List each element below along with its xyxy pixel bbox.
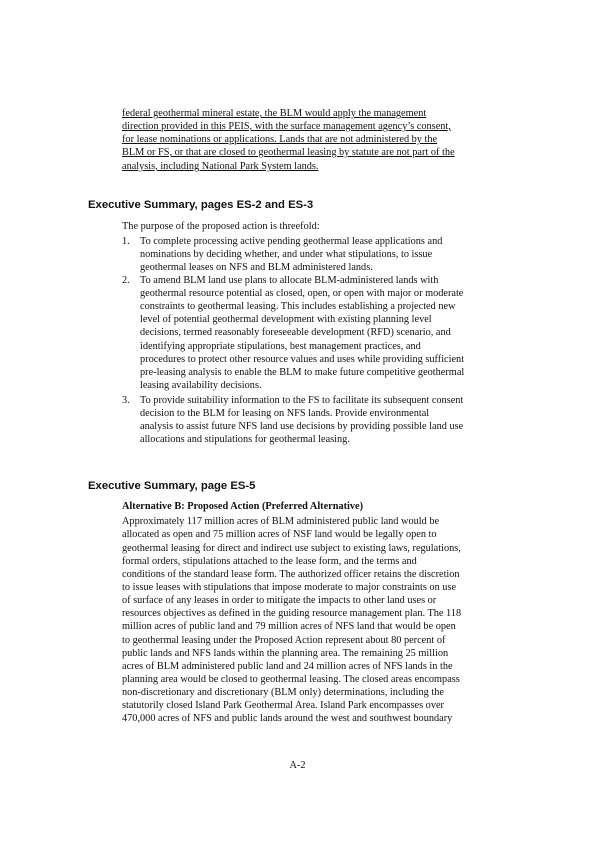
list-line: geothermal resource potential as closed, open, or open with major or moderate [140,288,464,299]
list-line: constraints to geothermal leasing. This includes establishing a projected new [140,301,456,312]
list-line: pre-leasing analysis to enable the BLM to make future competitive geothermal [140,367,465,378]
body-line: of surface of any leases in order to mitigate the impacts to other land uses or [122,595,437,606]
body-line: planning area would be closed to geothermal leasing. The closed areas encompass [122,674,460,685]
body-line: geothermal leasing for direct and indirect use subject to existing laws, regulations, [122,543,461,554]
section2-subheading: Alternative B: Proposed Action (Preferred Alternative) [122,501,364,512]
body-line: allocated as open and 75 million acres of NSF land would be legally open to [122,529,437,540]
list-line: To amend BLM land use plans to allocate BLM-administered lands with [140,275,439,286]
body-line: million acres of public land and 79 million acres of NFS land that would be open [122,621,456,632]
list-line: nominations by deciding whether, and under what stipulations, to issue [140,249,433,260]
list-line: To complete processing active pending geothermal lease applications and [140,236,443,247]
list-number: 2. [122,275,130,286]
intro-line: analysis, including National Park System lands. [122,161,319,172]
body-line: 470,000 acres of NFS and public lands around the west and southwest boundary [122,713,453,724]
list-number: 1. [122,236,130,247]
body-line: resources objectives as defined in the guiding resource management plan. The 118 [122,608,462,619]
list-line: level of potential geothermal development with existing planning level [140,314,432,325]
list-line: procedures to protect other resource values and uses while providing sufficient [140,354,465,365]
list-line: To provide suitability information to the FS to facilitate its subsequent consent [140,395,464,406]
body-line: acres of BLM administered public land and 24 million acres of NFS lands in the [122,661,453,672]
list-line: analysis to assist future NFS land use decisions by providing possible land use [140,421,464,432]
intro-line: BLM or FS, or that are closed to geothermal leasing by statute are not part of the [122,147,455,158]
body-line: non-discretionary and discretionary (BLM only) determinations, including the [122,687,444,698]
body-line: to issue leases with stipulations that impose moderate to major constraints on use [122,582,457,593]
intro-line: federal geothermal mineral estate, the BLM would apply the management [122,108,427,119]
list-line: decisions, termed reasonably foreseeable development (RFD) scenario, and [140,327,451,338]
section-heading-es5: Executive Summary, page ES-5 [88,480,256,492]
list-line: allocations and stipulations for geothermal leasing. [140,434,350,445]
body-line: statutorily closed Island Park Geothermal Area. Island Park encompasses over [122,700,444,711]
intro-line: for lease nominations or applications. Lands that are not administered by the [122,134,438,145]
page-number: A-2 [289,760,306,771]
body-line: conditions of the standard lease form. The authorized officer retains the discretion [122,569,460,580]
intro-line: direction provided in this PEIS, with the surface management agency’s consent, [122,121,451,132]
body-line: formal orders, stipulations attached to the lease form, and the terms and [122,556,417,567]
list-line: decision to the BLM for leasing on NFS lands. Provide environmental [140,408,430,419]
body-line: public lands and NFS lands within the planning area. The remaining 25 million [122,648,449,659]
list-line: identifying appropriate stipulations, best management practices, and [140,341,421,352]
list-line: geothermal leases on NFS and BLM administered lands. [140,262,373,273]
body-line: to geothermal leasing under the Proposed Action represent about 80 percent of [122,635,446,646]
body-line: Approximately 117 million acres of BLM administered public land would be [122,516,440,527]
section-heading-es2-es3: Executive Summary, pages ES-2 and ES-3 [88,199,314,211]
list-line: leasing availability decisions. [140,380,262,391]
section1-lead: The purpose of the proposed action is threefold: [122,221,320,232]
list-number: 3. [122,395,130,406]
